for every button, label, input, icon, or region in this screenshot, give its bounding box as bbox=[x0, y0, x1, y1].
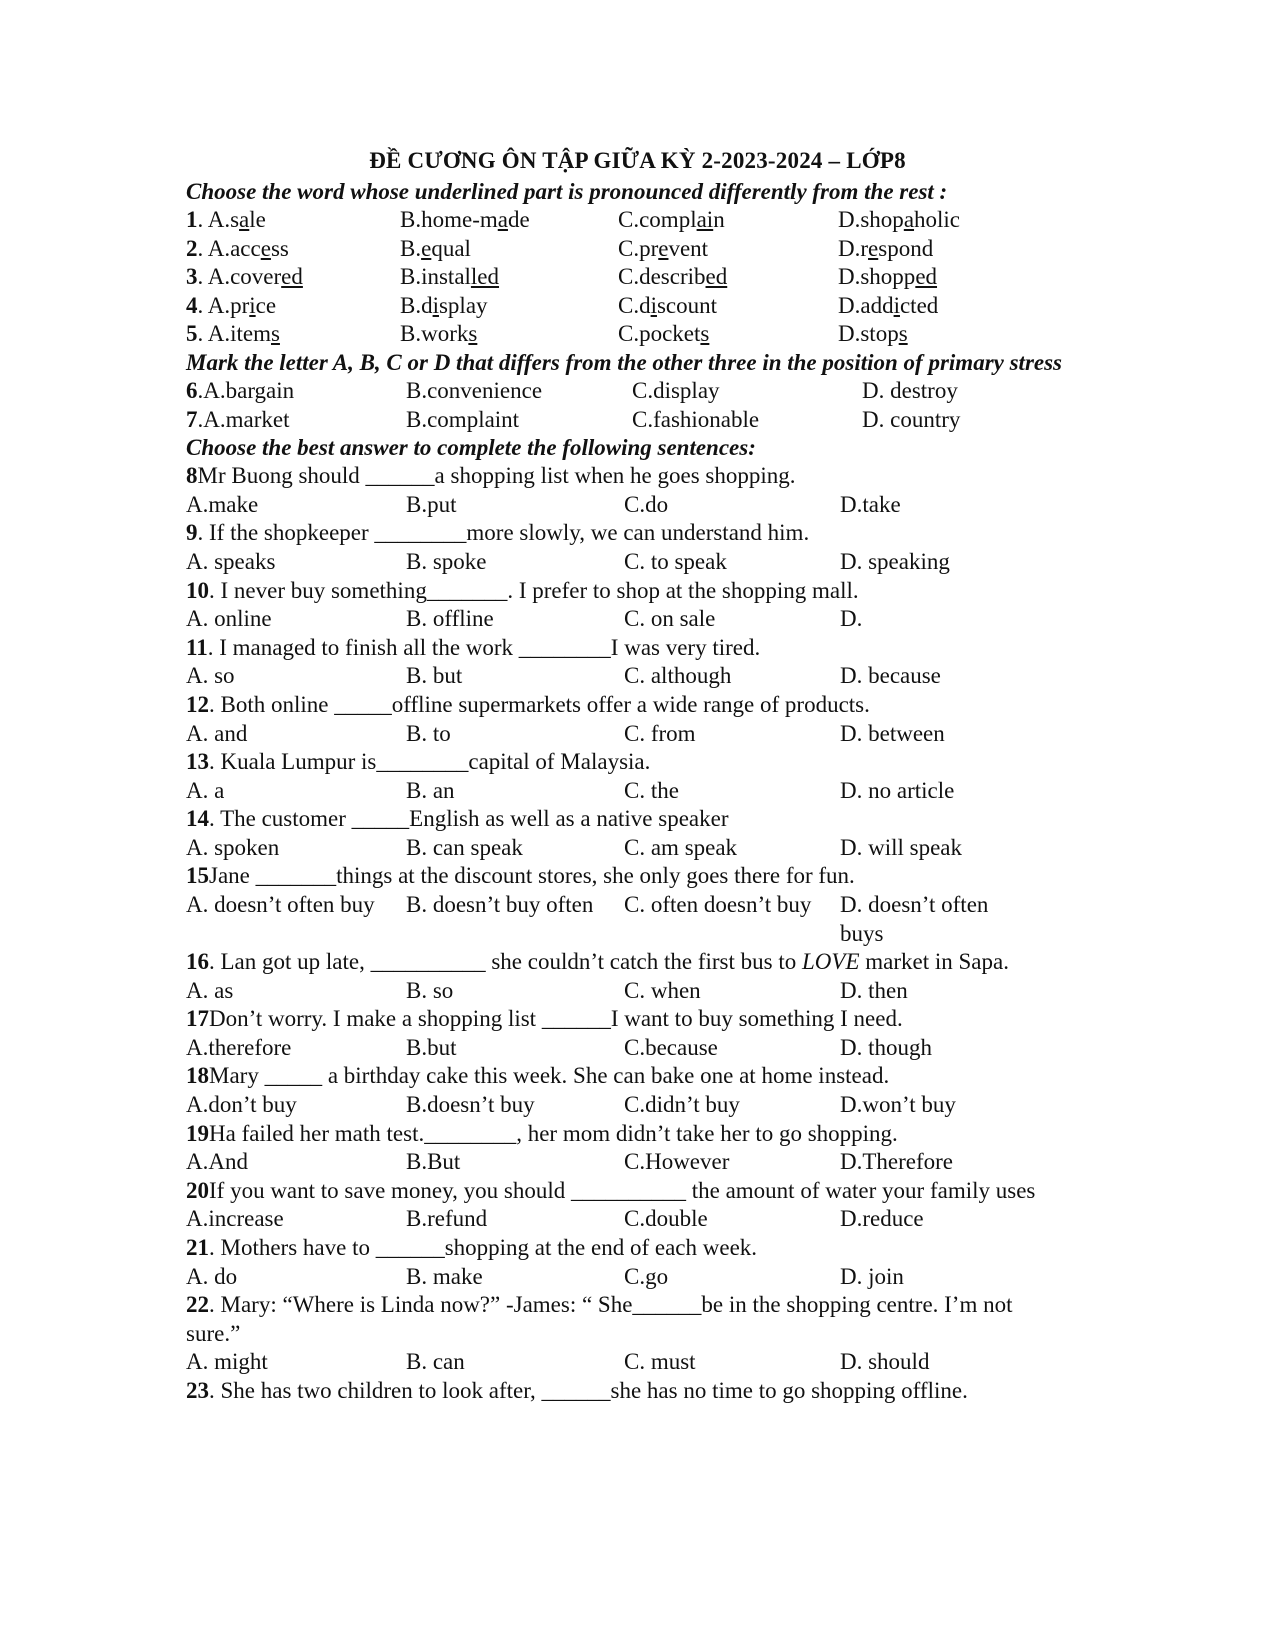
option-a: 2. A.access bbox=[186, 235, 289, 261]
option-b: B.doesn’t buy bbox=[406, 1092, 535, 1118]
options-row bbox=[186, 1148, 1086, 1177]
options-row bbox=[186, 977, 1086, 1006]
question-text: I never buy something_______. I prefer to shop at the shopping mall. bbox=[220, 577, 859, 603]
option-d: D.reduce bbox=[840, 1206, 924, 1232]
option-text-pre: B.work bbox=[400, 321, 469, 347]
question-number: 13 bbox=[186, 749, 209, 775]
options-row bbox=[186, 891, 1086, 948]
option-text: D. country bbox=[862, 406, 961, 432]
option-a: A. do bbox=[186, 1263, 238, 1289]
option-a: 5. A.items bbox=[186, 321, 280, 347]
option-c: C.double bbox=[624, 1206, 708, 1232]
question-number: 19 bbox=[186, 1120, 209, 1146]
option-c: C. although bbox=[624, 663, 732, 689]
option-b bbox=[400, 206, 530, 235]
question-text: If you want to save money, you should __________ the amount of water your family uses bbox=[209, 1177, 1036, 1203]
underlined-part: s bbox=[898, 321, 908, 347]
option-b: B. to bbox=[406, 720, 451, 746]
question-number: 12 bbox=[186, 691, 209, 717]
option-text: A.bargain bbox=[203, 377, 295, 403]
option-b bbox=[400, 292, 488, 321]
option-c bbox=[618, 263, 727, 292]
underlined-part: ed bbox=[705, 264, 728, 290]
question-text-italic: LOVE bbox=[802, 949, 860, 975]
question-text: Both online _____offline supermarkets offer a wide range of products. bbox=[220, 691, 870, 717]
options-row bbox=[186, 548, 1086, 577]
question-row bbox=[186, 235, 1086, 264]
option-text-post: splay bbox=[438, 292, 488, 318]
underlined-part: ed bbox=[915, 264, 938, 290]
option-text-post: ss bbox=[270, 235, 289, 261]
option-b bbox=[406, 406, 519, 435]
options-row bbox=[186, 491, 1086, 520]
option-a: A.don’t buy bbox=[186, 1092, 297, 1118]
underlined-part: s bbox=[468, 321, 478, 347]
option-b: B.But bbox=[406, 1149, 461, 1175]
question-number: 10 bbox=[186, 577, 209, 603]
option-b: B. but bbox=[406, 663, 463, 689]
option-b: B. an bbox=[406, 777, 455, 803]
question-stem: 12. Both online _____offline supermarkets offer a wide range of products. bbox=[186, 691, 870, 717]
option-d: D. should bbox=[840, 1349, 930, 1375]
question-row bbox=[186, 206, 1086, 235]
option-b bbox=[406, 377, 542, 406]
question-number: 1 bbox=[186, 207, 198, 232]
option-text: B.complaint bbox=[406, 406, 520, 432]
option-a: A. spoken bbox=[186, 834, 280, 860]
underlined-part: e bbox=[421, 235, 432, 261]
option-a: 1. A.sale bbox=[186, 207, 266, 232]
option-a: A. doesn’t often buy bbox=[186, 892, 375, 918]
option-a: A. speaks bbox=[186, 548, 276, 574]
underlined-part: a bbox=[903, 207, 915, 232]
question-number: 2 bbox=[186, 235, 198, 261]
options-row bbox=[186, 1348, 1086, 1377]
underlined-part: s bbox=[700, 321, 710, 347]
underlined-part: i bbox=[650, 292, 657, 318]
question-text: Mary: “Where is Linda now?” -James: “ She______be in the shopping centre. I’m not sure.” bbox=[186, 1292, 1013, 1346]
underlined-part: e bbox=[868, 235, 879, 261]
option-c: C.do bbox=[624, 491, 669, 517]
option-d bbox=[862, 406, 960, 435]
question-row bbox=[186, 377, 1086, 406]
option-a: A.therefore bbox=[186, 1034, 292, 1060]
options-row bbox=[186, 777, 1086, 806]
option-a: 7.A.market bbox=[186, 406, 290, 432]
option-c: C. am speak bbox=[624, 834, 738, 860]
option-text: D. destroy bbox=[862, 377, 958, 403]
question-stem: 16. Lan got up late, __________ she couldn’t catch the first bus to LOVE market in Sapa. bbox=[186, 949, 1009, 975]
option-d bbox=[838, 292, 938, 321]
option-a: A. so bbox=[186, 663, 235, 689]
question-text: Don’t worry. I make a shopping list ______I want to buy something I need. bbox=[209, 1006, 903, 1032]
option-c bbox=[618, 235, 708, 264]
option-text: B.convenience bbox=[406, 377, 543, 403]
option-text-pre: C.compl bbox=[618, 207, 697, 232]
option-text-pre: A.acc bbox=[207, 235, 261, 261]
option-text-post: scount bbox=[656, 292, 718, 318]
option-d bbox=[862, 377, 958, 406]
option-text-post: le bbox=[249, 207, 266, 232]
question-stem: 23. She has two children to look after, ______she has no time to go shopping offline. bbox=[186, 1377, 968, 1403]
option-text-pre: B.instal bbox=[400, 264, 471, 290]
underlined-part: a bbox=[497, 207, 508, 232]
question-number: 16 bbox=[186, 949, 209, 975]
options-row bbox=[186, 662, 1086, 691]
options-row bbox=[186, 1091, 1086, 1120]
underlined-part: s bbox=[270, 321, 280, 347]
options-row bbox=[186, 1263, 1086, 1292]
question-text: Kuala Lumpur is________capital of Malaysia. bbox=[220, 749, 651, 775]
question-number: 23 bbox=[186, 1377, 209, 1403]
option-d: D.take bbox=[840, 491, 901, 517]
option-c bbox=[632, 377, 720, 406]
question-number: 6 bbox=[186, 377, 198, 403]
option-text-post: cted bbox=[899, 292, 939, 318]
option-a: A.make bbox=[186, 491, 259, 517]
option-c: C.However bbox=[624, 1149, 730, 1175]
option-d bbox=[838, 206, 960, 235]
question-text: Jane _______things at the discount stores, she only goes there for fun. bbox=[209, 863, 855, 889]
option-text-pre: D.r bbox=[838, 235, 869, 261]
option-text-pre: C.pocket bbox=[618, 321, 701, 347]
question-text: market in Sapa. bbox=[859, 949, 1009, 975]
option-b: B. make bbox=[406, 1263, 483, 1289]
section-instruction-grammar: Choose the best answer to complete the following sentences: bbox=[186, 435, 756, 461]
options-row bbox=[186, 605, 1086, 634]
question-number: 14 bbox=[186, 806, 209, 832]
option-c: C. often doesn’t buy bbox=[624, 892, 812, 918]
underlined-part: ed bbox=[281, 264, 303, 290]
option-text-pre: A.item bbox=[207, 321, 271, 347]
option-a: A.And bbox=[186, 1149, 248, 1175]
question-row bbox=[186, 263, 1086, 292]
worksheet-content bbox=[186, 178, 1086, 1406]
option-text-pre: D.shopp bbox=[838, 264, 916, 290]
page-title: ĐỀ CƯƠNG ÔN TẬP GIỮA KỲ 2-2023-2024 – LỚP8 bbox=[369, 148, 906, 173]
option-text-pre: B.d bbox=[400, 292, 433, 318]
option-text-pre: B.home-m bbox=[400, 207, 498, 232]
question-number: 5 bbox=[186, 321, 198, 347]
option-d bbox=[838, 263, 937, 292]
option-text-pre: C.d bbox=[618, 292, 651, 318]
option-d: D. bbox=[840, 606, 863, 632]
option-b: B.but bbox=[406, 1034, 457, 1060]
option-text-pre: A.cover bbox=[207, 264, 282, 290]
question-text: Mothers have to ______shopping at the end of each week. bbox=[220, 1235, 758, 1260]
option-c: C. on sale bbox=[624, 606, 716, 632]
option-text: A.market bbox=[203, 406, 290, 432]
option-b: B. can speak bbox=[406, 834, 523, 860]
options-row bbox=[186, 834, 1086, 863]
question-text: If the shopkeeper ________more slowly, we can understand him. bbox=[209, 520, 810, 546]
option-a: 3. A.covered bbox=[186, 264, 303, 290]
question-stem: 11. I managed to finish all the work ________I was very tired. bbox=[186, 634, 761, 660]
underlined-part: i bbox=[893, 292, 900, 318]
option-c: C. when bbox=[624, 977, 701, 1003]
options-row bbox=[186, 1205, 1086, 1234]
option-c: C. must bbox=[624, 1349, 696, 1375]
underlined-part: a bbox=[239, 207, 250, 232]
underlined-part: i bbox=[249, 292, 256, 318]
option-b: B. can bbox=[406, 1349, 465, 1375]
question-number: 20 bbox=[186, 1177, 209, 1203]
question-stem: 13. Kuala Lumpur is________capital of Malaysia. bbox=[186, 749, 651, 775]
option-text-post: holic bbox=[914, 207, 961, 232]
option-d: D. will speak bbox=[840, 834, 963, 860]
option-d bbox=[838, 320, 908, 349]
option-d: D. no article bbox=[840, 777, 955, 803]
question-text: Mary _____ a birthday cake this week. She can bake one at home instead. bbox=[209, 1063, 890, 1089]
option-d: D. because bbox=[840, 663, 941, 689]
question-text: The customer _____English as well as a native speaker bbox=[220, 806, 729, 832]
option-b bbox=[400, 320, 477, 349]
option-b: B.put bbox=[406, 491, 457, 517]
option-d: D. doesn’t often buys bbox=[840, 892, 989, 946]
question-number: 8 bbox=[186, 463, 198, 489]
option-b bbox=[400, 263, 499, 292]
question-stem bbox=[186, 1177, 1036, 1206]
section-instruction-pronunciation: Choose the word whose underlined part is pronounced differently from the rest : bbox=[186, 179, 948, 204]
question-text: Lan got up late, __________ she couldn’t catch the first bus to bbox=[220, 949, 802, 975]
option-b: B. offline bbox=[406, 606, 494, 632]
option-text-pre: C.describ bbox=[618, 264, 706, 290]
option-a: A. a bbox=[186, 777, 225, 803]
option-a: A. might bbox=[186, 1349, 268, 1375]
option-b bbox=[400, 235, 471, 264]
question-number: 7 bbox=[186, 406, 198, 432]
question-number: 17 bbox=[186, 1006, 209, 1032]
option-a: A. and bbox=[186, 720, 248, 746]
option-a: A.increase bbox=[186, 1206, 284, 1232]
option-text-pre: D.shop bbox=[838, 207, 904, 232]
section-instruction-stress: Mark the letter A, B, C or D that differs from the other three in the position of primary stress bbox=[186, 349, 1062, 375]
option-a: A. as bbox=[186, 977, 234, 1003]
underlined-part: e bbox=[658, 235, 669, 261]
option-b: B. so bbox=[406, 977, 454, 1003]
option-d: D. between bbox=[840, 720, 945, 746]
pronunciation-questions bbox=[186, 206, 1086, 349]
question-text: I managed to finish all the work ________I was very tired. bbox=[219, 634, 761, 660]
option-c: C. from bbox=[624, 720, 696, 746]
stress-questions bbox=[186, 377, 1086, 434]
question-row bbox=[186, 406, 1086, 435]
question-number: 4 bbox=[186, 292, 198, 318]
option-c: C. the bbox=[624, 777, 679, 803]
option-b: B. doesn’t buy often bbox=[406, 892, 594, 918]
question-stem bbox=[186, 462, 1086, 491]
question-number: 3 bbox=[186, 264, 198, 290]
option-d: D.won’t buy bbox=[840, 1092, 956, 1118]
question-stem: 21. Mothers have to ______shopping at the end of each week. bbox=[186, 1235, 758, 1260]
option-text-pre: B. bbox=[400, 235, 422, 261]
option-text-pre: A.s bbox=[207, 207, 240, 232]
question-stem: 14. The customer _____English as well as a native speaker bbox=[186, 806, 729, 832]
option-c bbox=[618, 292, 717, 321]
question-stem bbox=[186, 1062, 1086, 1091]
option-c: C.go bbox=[624, 1263, 669, 1289]
option-d: D. join bbox=[840, 1263, 904, 1289]
option-c: C. to speak bbox=[624, 548, 727, 574]
question-stem: 9. If the shopkeeper ________more slowly, we can understand him. bbox=[186, 520, 810, 546]
question-number: 11 bbox=[186, 634, 208, 660]
underlined-part: i bbox=[432, 292, 439, 318]
option-text-post: qual bbox=[431, 235, 471, 261]
options-row bbox=[186, 720, 1086, 749]
question-stem bbox=[186, 1005, 1086, 1034]
option-text-post: spond bbox=[878, 235, 934, 261]
option-text-pre: C.pr bbox=[618, 235, 659, 261]
option-b: B.refund bbox=[406, 1206, 488, 1232]
options-row bbox=[186, 1034, 1086, 1063]
option-a: 4. A.price bbox=[186, 292, 277, 318]
option-d: D. speaking bbox=[840, 548, 950, 574]
option-c bbox=[618, 320, 709, 349]
option-a: A. online bbox=[186, 606, 272, 632]
option-text-post: ce bbox=[255, 292, 277, 318]
option-text-pre: D.stop bbox=[838, 321, 899, 347]
underlined-part: ai bbox=[696, 207, 714, 232]
option-d bbox=[838, 235, 933, 264]
underlined-part: e bbox=[260, 235, 271, 261]
question-text: Ha failed her math test.________, her mom didn’t take her to go shopping. bbox=[209, 1120, 898, 1146]
question-text: Mr Buong should ______a shopping list when he goes shopping. bbox=[197, 463, 796, 489]
question-text: She has two children to look after, ______she has no time to go shopping offline. bbox=[220, 1377, 968, 1403]
underlined-part: led bbox=[470, 264, 500, 290]
option-b: B. spoke bbox=[406, 548, 487, 574]
option-text-post: vent bbox=[668, 235, 709, 261]
question-stem: 22. Mary: “Where is Linda now?” -James: “ She______be in the shopping centre. I’m not sure.” bbox=[186, 1292, 1013, 1346]
question-number: 15 bbox=[186, 863, 209, 889]
option-c bbox=[618, 206, 725, 235]
option-c: C.didn’t buy bbox=[624, 1092, 740, 1118]
option-d: D. though bbox=[840, 1034, 932, 1060]
question-row bbox=[186, 320, 1086, 349]
option-c bbox=[632, 406, 759, 435]
option-text-post: n bbox=[713, 207, 725, 232]
question-number: 9 bbox=[186, 520, 198, 546]
question-stem: 10. I never buy something_______. I prefer to shop at the shopping mall. bbox=[186, 577, 859, 603]
option-d: D. then bbox=[840, 977, 908, 1003]
question-number: 18 bbox=[186, 1063, 209, 1089]
option-text-pre: A.pr bbox=[207, 292, 250, 318]
option-d: D.Therefore bbox=[840, 1149, 954, 1175]
option-c: C.because bbox=[624, 1034, 718, 1060]
question-stem bbox=[186, 1120, 1086, 1149]
question-number: 22 bbox=[186, 1292, 209, 1318]
option-text: C.fashionable bbox=[632, 406, 760, 432]
question-number: 21 bbox=[186, 1235, 209, 1260]
option-a: 6.A.bargain bbox=[186, 377, 295, 403]
option-text-post: de bbox=[507, 207, 530, 232]
question-stem bbox=[186, 862, 1086, 891]
option-text: C.display bbox=[632, 377, 720, 403]
grammar-questions bbox=[186, 462, 1086, 1405]
question-row bbox=[186, 292, 1086, 321]
option-text-pre: D.add bbox=[838, 292, 894, 318]
